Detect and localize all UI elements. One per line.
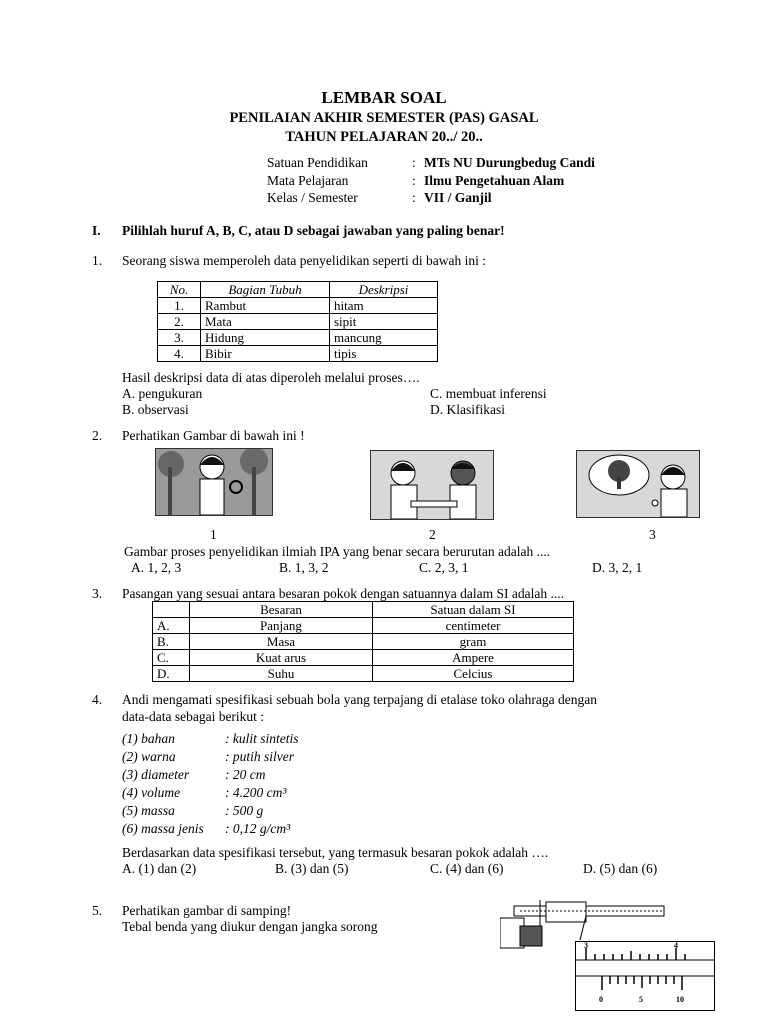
- table-row[interactable]: D. Suhu Celcius: [153, 666, 574, 682]
- exam-subtitle: PENILAIAN AKHIR SEMESTER (PAS) GASAL: [229, 110, 539, 126]
- spec-value: : 0,12 g/cm³: [225, 821, 291, 836]
- scale-label: 5: [639, 995, 643, 1004]
- picture-label: 2: [429, 527, 436, 542]
- question-prompt: Berdasarkan data spesifikasi tersebut, yang termasuk besaran pokok adalah ….: [122, 845, 549, 860]
- info-label: Kelas / Semester: [267, 190, 358, 205]
- table-header: Deskripsi: [330, 282, 438, 298]
- section-number: I.: [92, 223, 101, 238]
- question-prompt: Hasil deskripsi data di atas diperoleh melalui proses….: [122, 370, 420, 385]
- table-header: Besaran: [190, 602, 373, 618]
- picture-1: [155, 448, 273, 516]
- page-title: LEMBAR SOAL: [321, 88, 447, 107]
- spec-value: : 500 g: [225, 803, 264, 818]
- question-number: 3.: [92, 586, 103, 601]
- spec-key: (1) bahan: [122, 731, 175, 746]
- question-number: 2.: [92, 428, 103, 443]
- question-prompt: Gambar proses penyelidikan ilmiah IPA yang benar secara berurutan adalah ....: [124, 544, 551, 559]
- section-instruction: Pilihlah huruf A, B, C, atau D sebagai jawaban yang paling benar!: [122, 223, 505, 238]
- picture-label: 3: [649, 527, 656, 542]
- spec-key: (2) warna: [122, 749, 176, 764]
- info-value: VII / Ganjil: [424, 190, 492, 205]
- question-text: Seorang siswa memperoleh data penyelidikan seperti di bawah ini :: [122, 253, 487, 268]
- scale-label: 10: [676, 995, 684, 1004]
- spec-key: (3) diameter: [122, 767, 190, 782]
- option-d[interactable]: D. Klasifikasi: [430, 402, 505, 417]
- question-number: 1.: [92, 253, 103, 268]
- picture-label: 1: [210, 527, 217, 542]
- question-text: Perhatikan Gambar di bawah ini !: [122, 428, 305, 443]
- info-value: MTs NU Durungbedug Candi: [424, 155, 595, 170]
- option-b[interactable]: B. 1, 3, 2: [279, 560, 329, 575]
- scale-label: 0: [599, 995, 603, 1004]
- question-text: data-data sebagai berikut :: [122, 709, 265, 724]
- picture-2: [370, 450, 494, 520]
- vernier-scale-zoom: [575, 941, 715, 1011]
- question-text: Tebal benda yang diukur dengan jangka sorong: [122, 919, 378, 934]
- table-row[interactable]: B. Masa gram: [153, 634, 574, 650]
- option-c[interactable]: C. membuat inferensi: [430, 386, 547, 401]
- option-a[interactable]: A. (1) dan (2): [122, 861, 197, 876]
- spec-key: (6) massa jenis: [122, 821, 204, 836]
- table-header: No.: [158, 282, 201, 298]
- spec-key: (4) volume: [122, 785, 181, 800]
- question-number: 4.: [92, 692, 103, 707]
- question-text: Perhatikan gambar di samping!: [122, 903, 292, 918]
- table-row: 3. Hidung mancung: [158, 330, 438, 346]
- spec-value: : kulit sintetis: [225, 731, 299, 746]
- table-row: 1. Rambut hitam: [158, 298, 438, 314]
- table-header: [153, 602, 190, 618]
- quantity-unit-table: [152, 601, 574, 682]
- school-year: TAHUN PELAJARAN 20../ 20..: [285, 129, 483, 145]
- picture-3: [576, 450, 700, 518]
- scale-label: 4: [674, 942, 678, 950]
- option-a[interactable]: A. 1, 2, 3: [131, 560, 182, 575]
- question-number: 5.: [92, 903, 103, 918]
- info-label: Satuan Pendidikan: [267, 155, 368, 170]
- table-row: 4. Bibir tipis: [158, 346, 438, 362]
- table-header: Bagian Tubuh: [201, 282, 330, 298]
- info-label: Mata Pelajaran: [267, 173, 349, 188]
- question-text: Pasangan yang sesuai antara besaran pokok dengan satuannya dalam SI adalah ....: [122, 586, 564, 601]
- option-a[interactable]: A. pengukuran: [122, 386, 203, 401]
- scale-label: 3: [584, 942, 588, 950]
- spec-value: : 4.200 cm³: [225, 785, 287, 800]
- spec-value: : 20 cm: [225, 767, 266, 782]
- table-row: 2. Mata sipit: [158, 314, 438, 330]
- observation-table: [157, 281, 438, 362]
- option-b[interactable]: B. (3) dan (5): [275, 861, 349, 876]
- option-c[interactable]: C. 2, 3, 1: [419, 560, 469, 575]
- table-row[interactable]: A. Panjang centimeter: [153, 618, 574, 634]
- question-text: Andi mengamati spesifikasi sebuah bola yang terpajang di etalase toko olahraga dengan: [122, 692, 597, 707]
- option-b[interactable]: B. observasi: [122, 402, 189, 417]
- table-header: Satuan dalam SI: [373, 602, 574, 618]
- option-d[interactable]: D. 3, 2, 1: [592, 560, 643, 575]
- spec-key: (5) massa: [122, 803, 175, 818]
- info-value: Ilmu Pengetahuan Alam: [424, 173, 565, 188]
- table-row[interactable]: C. Kuat arus Ampere: [153, 650, 574, 666]
- option-d[interactable]: D. (5) dan (6): [583, 861, 658, 876]
- option-c[interactable]: C. (4) dan (6): [430, 861, 504, 876]
- spec-value: : putih silver: [225, 749, 294, 764]
